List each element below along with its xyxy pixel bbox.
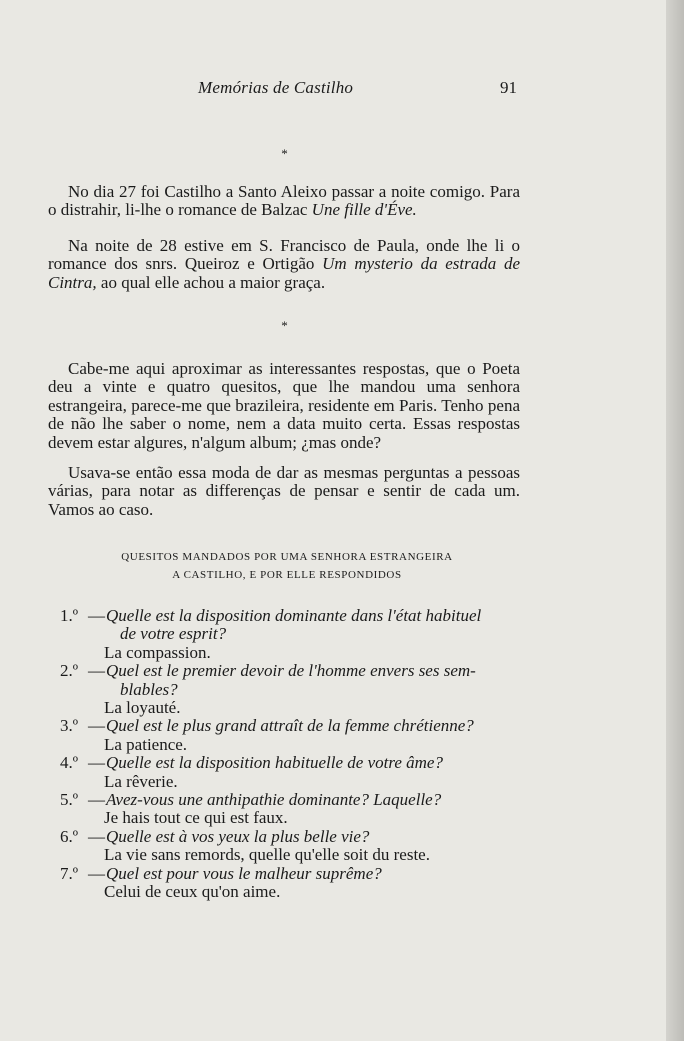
qa-answer: La loyauté.	[104, 698, 181, 718]
paragraph-quesitos-intro: Cabe-me aqui aproximar as interessantes respostas, que o Poeta deu a vinte e quatro quesitos, que lhe mandou uma senhora estrangeira, parece-me que brazileira, residente em Paris. Tenho pena de não lhe saber o nome, nem a data muito certa. Essas respostas devem estar algures, n'algum album; ¿mas onde?	[48, 359, 520, 452]
qa-question-line: blables?	[120, 679, 178, 699]
qa-question-line: de votre esprit?	[120, 624, 227, 644]
qa-question-line: Quelle est la disposition dominante dans l'état habituel	[106, 606, 482, 625]
running-header	[0, 78, 684, 102]
qa-question	[48, 828, 532, 846]
book-title: Une fille d'Éve.	[311, 200, 417, 220]
paragraph-text: Na noite de 28 estive em S. Francisco de Paula, onde lhe li o romance dos snrs. Queiroz e Ortigão	[48, 236, 520, 274]
qa-question	[48, 791, 532, 809]
qa-question-line: Quelle est à vos yeux la plus belle vie?	[106, 826, 370, 846]
qa-answer: La patience.	[104, 734, 188, 754]
qa-number: 3.º	[60, 716, 79, 736]
qa-question	[48, 865, 532, 883]
qa-dash: —	[88, 826, 105, 846]
page-edge	[666, 0, 684, 1041]
qa-question-line: Quel est le premier devoir de l'homme envers ses sem-	[106, 661, 476, 681]
paragraph-queiroz	[48, 237, 520, 292]
qa-item	[48, 865, 532, 902]
qa-number: 7.º	[60, 863, 79, 883]
paragraph-moda: Usava-se então essa moda de dar as mesmas perguntas a pessoas várias, para notar as differenças de pensar e sentir de cada um. Vamos ao caso.	[48, 463, 520, 519]
qa-answer: La compassion.	[104, 642, 211, 662]
qa-item	[48, 662, 532, 717]
qa-dash: —	[88, 716, 105, 736]
qa-item	[48, 754, 532, 791]
paragraph-text-tail: ao qual elle achou a maior graça.	[96, 272, 326, 292]
qa-item	[48, 791, 532, 828]
page-number: 91	[500, 78, 517, 97]
qa-dash: —	[88, 790, 105, 810]
paragraph-balzac	[48, 183, 520, 220]
qa-answer: La vie sans remords, quelle qu'elle soit du reste.	[104, 845, 430, 865]
qa-question-line: Quel est pour vous le malheur suprême?	[106, 863, 382, 883]
qa-question-line: Quelle est la disposition habituelle de votre âme?	[106, 753, 443, 773]
book-title: Um mysterio da estrada de Cintra,	[48, 254, 520, 292]
section-separator: *	[281, 318, 288, 333]
running-title: Memórias de Castilho	[198, 78, 354, 97]
qa-answer: La rêverie.	[104, 771, 178, 791]
qa-question	[48, 662, 532, 699]
qa-number: 4.º	[60, 753, 79, 773]
section-heading	[48, 548, 526, 584]
qa-list	[48, 607, 532, 902]
paragraph-text: No dia 27 foi Castilho a Santo Aleixo passar a noite comigo. Para o distrahir, li-lhe o romance de Balzac	[48, 182, 520, 220]
qa-number: 2.º	[60, 661, 79, 681]
qa-answer: Je hais tout ce qui est faux.	[104, 808, 288, 828]
qa-answer: Celui de ceux qu'on aime.	[104, 882, 281, 902]
qa-number: 6.º	[60, 826, 79, 846]
qa-item	[48, 607, 532, 662]
qa-question	[48, 754, 532, 772]
section-heading-line: A CASTILHO, E POR ELLE RESPONDIDOS	[172, 569, 402, 581]
section-separator: *	[281, 146, 288, 161]
qa-question-line: Quel est le plus grand attraît de la femme chrétienne?	[106, 716, 474, 736]
qa-question-line: Avez-vous une anthipathie dominante? Laquelle?	[106, 790, 442, 810]
qa-number: 1.º	[60, 606, 79, 625]
qa-dash: —	[88, 606, 105, 625]
qa-dash: —	[88, 661, 105, 681]
qa-question	[48, 717, 532, 735]
qa-number: 5.º	[60, 790, 79, 810]
qa-item	[48, 828, 532, 865]
qa-item	[48, 717, 532, 754]
section-heading-line: QUESITOS MANDADOS POR UMA SENHORA ESTRANGEIRA	[121, 551, 453, 563]
qa-dash: —	[88, 753, 105, 773]
qa-dash: —	[88, 863, 105, 883]
qa-question	[48, 607, 532, 644]
